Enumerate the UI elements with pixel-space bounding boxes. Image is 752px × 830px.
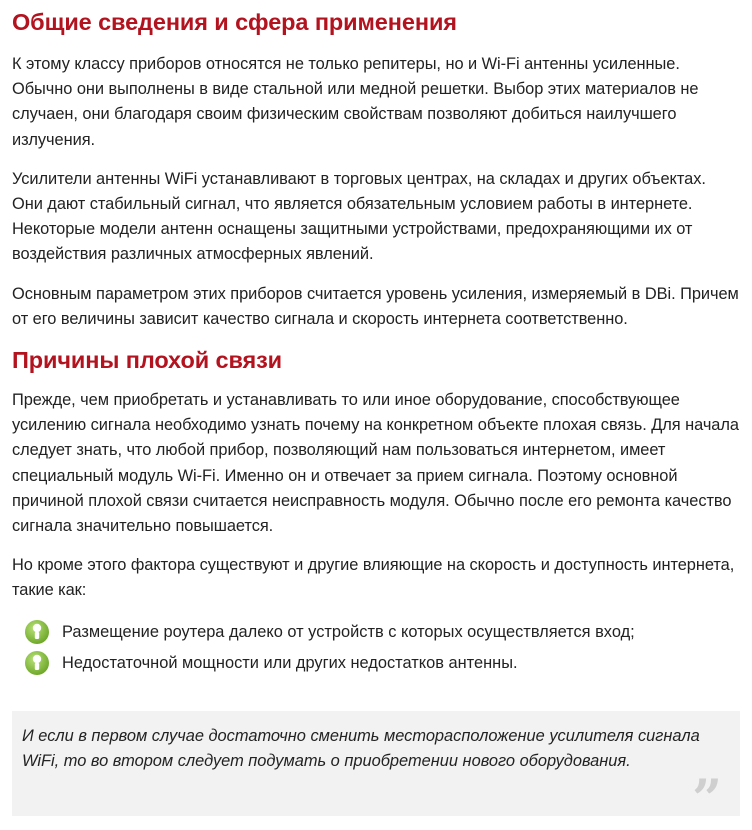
list-item: [12, 617, 740, 648]
paragraph: Основным параметром этих приборов считается уровень усиления, измеряемый в DBi. Причем от его величины зависит качество сигнала и скорость интернета соответственно.: [12, 284, 739, 328]
list-item-text: Размещение роутера далеко от устройств с которых осуществляется вход;: [62, 622, 635, 641]
section-heading-general: Общие сведения и сфера применения: [12, 9, 457, 35]
paragraph: Но кроме этого фактора существуют и другие влияющие на скорость и доступность интернета, такие как:: [12, 556, 735, 600]
list-item-text: Недостаточной мощности или других недостатков антенны.: [62, 653, 518, 672]
info-bullet-icon: [24, 619, 50, 645]
paragraph: Прежде, чем приобретать и устанавливать то или иное оборудование, способствующее усилению сигнала необходимо узнать почему на конкретном объекте плохая связь. Для начала следует знать, что любой прибор, позволяющий нам пользоваться интернетом, имеет специальный модуль Wi-Fi. Именно он и отвечает за прием сигнала. Поэтому основной причиной плохой связи считается неисправность модуля. Обычно после его ремонта качество сигнала значительно повышается.: [12, 391, 739, 536]
quote-mark-icon: ”: [692, 769, 722, 830]
info-bullet-icon: [24, 650, 50, 676]
blockquote: [12, 711, 740, 830]
paragraph: Усилители антенны WiFi устанавливают в торговых центрах, на складах и других объектах. Они дают стабильный сигнал, что является обязательным условием работы в интернете. Некоторые модели антенн оснащены защитными устройствами, предохраняющими их от воздействия различных атмосферных явлений.: [12, 169, 706, 264]
list-item: [12, 648, 740, 679]
section-heading-causes: Причины плохой связи: [12, 347, 283, 374]
quote-text: И если в первом случае достаточно сменить месторасположение усилителя сигнала WiFi, то во втором следует подумать о приобретении нового оборудования.: [22, 727, 700, 771]
paragraph: К этому классу приборов относятся не только репитеры, но и Wi-Fi антенны усиленные. Обычно они выполнены в виде стальной или медной решетки. Выбор этих материалов не случаен, они благодаря своим физическим свойствам позволяют добиться наилучшего излучения.: [12, 55, 699, 149]
bullet-list: [12, 617, 740, 679]
